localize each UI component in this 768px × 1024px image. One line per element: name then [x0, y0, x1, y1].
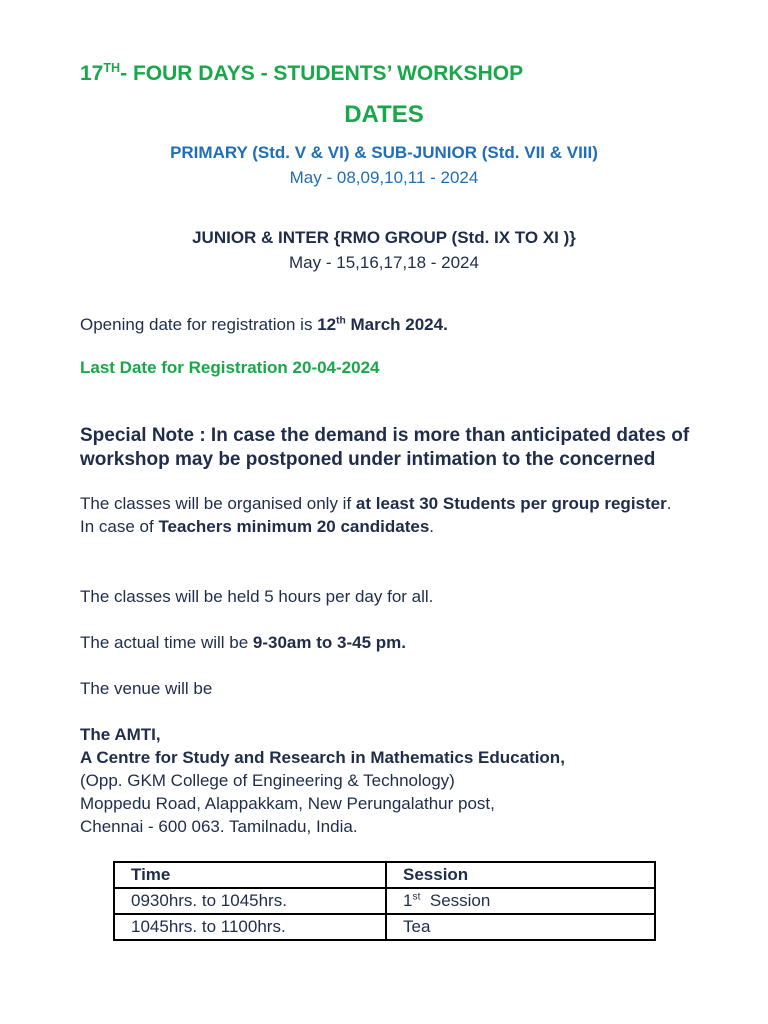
junior-group-dates: May - 15,16,17,18 - 2024 — [289, 253, 479, 272]
teachers-condition-bold: Teachers minimum 20 candidates — [158, 517, 430, 536]
teachers-condition — [80, 515, 700, 538]
venue-line: The venue will be — [80, 679, 213, 698]
table-header-row — [114, 862, 655, 888]
address-org: The AMTI, — [80, 725, 161, 744]
header-time: Time — [114, 862, 386, 888]
header-session: Session — [386, 862, 655, 888]
title-number: 17 — [80, 62, 104, 85]
teachers-condition-prefix: In case of — [80, 517, 159, 536]
students-condition — [80, 492, 700, 515]
time-line — [80, 631, 700, 654]
session-text: Session — [420, 891, 491, 910]
special-note: Special Note : In case the demand is more than anticipated dates of workshop may be postponed under intimation to the concerned — [80, 425, 690, 470]
table-row — [114, 914, 655, 940]
table-row — [114, 888, 655, 914]
primary-group-name: PRIMARY (Std. V & VI) & SUB-JUNIOR (Std. VII & VIII) — [170, 143, 598, 162]
students-condition-bold: at least 30 Students per group register — [355, 494, 667, 513]
venue-address — [80, 723, 700, 838]
title-superscript: TH — [103, 61, 121, 75]
session-text: Tea — [403, 917, 431, 936]
schedule-table — [113, 861, 656, 941]
junior-group-name: JUNIOR & INTER {RMO GROUP (Std. IX TO XI )} — [192, 228, 576, 247]
address-centre: A Centre for Study and Research in Mathematics Education, — [80, 748, 565, 767]
row-time: 0930hrs. to 1045hrs. — [114, 888, 386, 914]
students-condition-prefix: The classes will be organised only if — [80, 494, 356, 513]
primary-group-dates: May - 08,09,10,11 - 2024 — [289, 168, 479, 187]
row-session — [386, 914, 655, 940]
classes-conditions — [80, 492, 700, 538]
time-value: 9-30am to 3-45 pm. — [252, 633, 406, 652]
title-text: - FOUR DAYS - STUDENTS’ WORKSHOP — [120, 62, 524, 85]
dates-heading: DATES — [344, 101, 424, 128]
address-line-3: Chennai - 600 063. Tamilnadu, India. — [80, 817, 358, 836]
row-session — [386, 888, 655, 914]
time-prefix: The actual time will be — [80, 633, 253, 652]
workshop-title — [80, 62, 523, 86]
session-suffix: st — [412, 891, 421, 903]
opening-day-suffix: th — [336, 315, 346, 327]
registration-last-date: Last Date for Registration 20-04-2024 — [80, 358, 380, 377]
address-line-1: (Opp. GKM College of Engineering & Technology) — [80, 771, 455, 790]
hours-line: The classes will be held 5 hours per day for all. — [80, 587, 434, 606]
row-time: 1045hrs. to 1100hrs. — [114, 914, 386, 940]
opening-rest: March 2024. — [345, 315, 448, 334]
students-condition-suffix: . — [666, 494, 672, 513]
address-line-2: Moppedu Road, Alappakkam, New Perungalathur post, — [80, 794, 495, 813]
registration-opening — [80, 313, 700, 336]
session-number: 1 — [403, 891, 413, 910]
opening-prefix: Opening date for registration is — [80, 315, 318, 334]
teachers-condition-suffix: . — [429, 517, 435, 536]
opening-day: 12 — [317, 315, 337, 334]
